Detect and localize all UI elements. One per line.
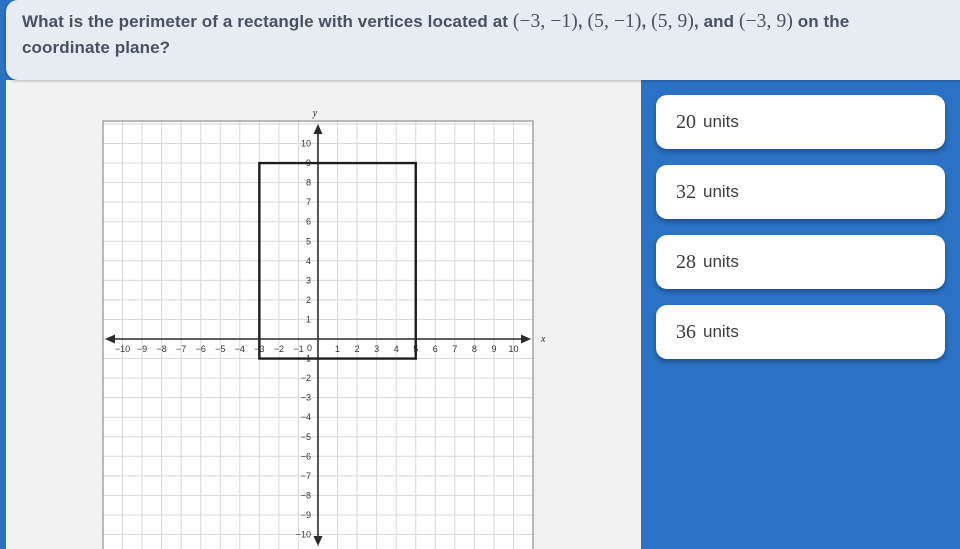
x-tick-label: 3 bbox=[374, 344, 380, 354]
answer-option-3[interactable] bbox=[656, 235, 945, 289]
x-tick-label: 7 bbox=[452, 344, 458, 354]
x-tick-label: 8 bbox=[471, 344, 477, 354]
origin-label: 0 bbox=[306, 343, 312, 353]
y-tick-label: 10 bbox=[300, 138, 311, 149]
y-tick-label: −6 bbox=[300, 451, 311, 462]
question-math-segment: (−3, 9) bbox=[738, 11, 793, 32]
option-value: 36 bbox=[676, 320, 696, 343]
y-tick-label: −4 bbox=[300, 412, 311, 423]
y-tick-label: 9 bbox=[305, 158, 311, 169]
y-tick-label: 4 bbox=[305, 255, 311, 266]
answer-option-4[interactable] bbox=[656, 305, 945, 359]
y-tick-label: 1 bbox=[305, 314, 311, 325]
y-tick-label: −10 bbox=[295, 529, 311, 540]
y-tick-label: −3 bbox=[300, 392, 311, 403]
y-tick-label: 6 bbox=[305, 216, 311, 227]
y-tick-label: 3 bbox=[305, 275, 311, 286]
question-header bbox=[6, 0, 960, 80]
x-tick-label: −1 bbox=[293, 344, 304, 354]
content-row bbox=[0, 80, 960, 549]
option-value: 28 bbox=[676, 250, 696, 273]
x-tick-label: 10 bbox=[508, 344, 519, 354]
y-tick-label: −7 bbox=[300, 470, 311, 481]
x-tick-label: −6 bbox=[195, 344, 206, 354]
question-text bbox=[22, 9, 936, 61]
question-text-segment: What is the perimeter of a rectangle with vertices located at bbox=[22, 12, 513, 31]
coordinate-plane-chart bbox=[6, 80, 641, 549]
answer-option-1[interactable] bbox=[656, 95, 945, 149]
y-tick-label: −8 bbox=[300, 490, 311, 501]
y-tick-label: 2 bbox=[305, 294, 311, 305]
question-math-segment: (−3, −1) bbox=[512, 11, 578, 32]
question-text-segment: , bbox=[577, 12, 588, 31]
option-unit-label: units bbox=[703, 322, 739, 341]
x-tick-label: 4 bbox=[393, 344, 399, 354]
y-tick-label: 5 bbox=[305, 236, 311, 247]
question-text-segment: on the coordinate plane? bbox=[22, 12, 850, 57]
graph-area bbox=[6, 80, 641, 549]
question-text-segment: , bbox=[641, 12, 652, 31]
answer-option-2[interactable] bbox=[656, 165, 945, 219]
x-tick-label: −7 bbox=[176, 344, 187, 354]
x-tick-label: 6 bbox=[432, 344, 438, 354]
y-tick-label: 8 bbox=[305, 177, 311, 188]
y-tick-label: −9 bbox=[300, 509, 311, 520]
x-tick-label: −4 bbox=[234, 344, 245, 354]
y-axis-label: y bbox=[312, 108, 318, 119]
y-tick-label: −2 bbox=[300, 373, 311, 384]
y-tick-label: −1 bbox=[300, 353, 311, 364]
x-tick-label: −8 bbox=[156, 344, 167, 354]
option-unit-label: units bbox=[703, 112, 739, 131]
question-math-segment: (5, 9) bbox=[651, 11, 694, 32]
option-unit-label: units bbox=[703, 182, 739, 201]
x-tick-label: 9 bbox=[491, 344, 497, 354]
x-tick-label: −10 bbox=[114, 344, 131, 354]
x-tick-label: 5 bbox=[413, 344, 419, 354]
y-tick-label: 7 bbox=[305, 197, 311, 208]
x-tick-label: −5 bbox=[215, 344, 226, 354]
x-tick-label: −3 bbox=[254, 344, 265, 354]
x-tick-label: −9 bbox=[136, 344, 148, 354]
x-tick-label: 1 bbox=[335, 344, 341, 354]
option-unit-label: units bbox=[703, 252, 739, 271]
x-tick-label: 2 bbox=[354, 344, 360, 354]
x-axis-label: x bbox=[541, 334, 546, 345]
option-value: 20 bbox=[676, 110, 696, 133]
x-tick-label: −2 bbox=[273, 344, 285, 354]
option-value: 32 bbox=[676, 180, 696, 203]
answer-options-panel bbox=[641, 80, 960, 549]
question-math-segment: (5, −1) bbox=[587, 11, 642, 32]
y-tick-label: −5 bbox=[300, 431, 311, 442]
question-text-segment: , and bbox=[693, 12, 739, 31]
